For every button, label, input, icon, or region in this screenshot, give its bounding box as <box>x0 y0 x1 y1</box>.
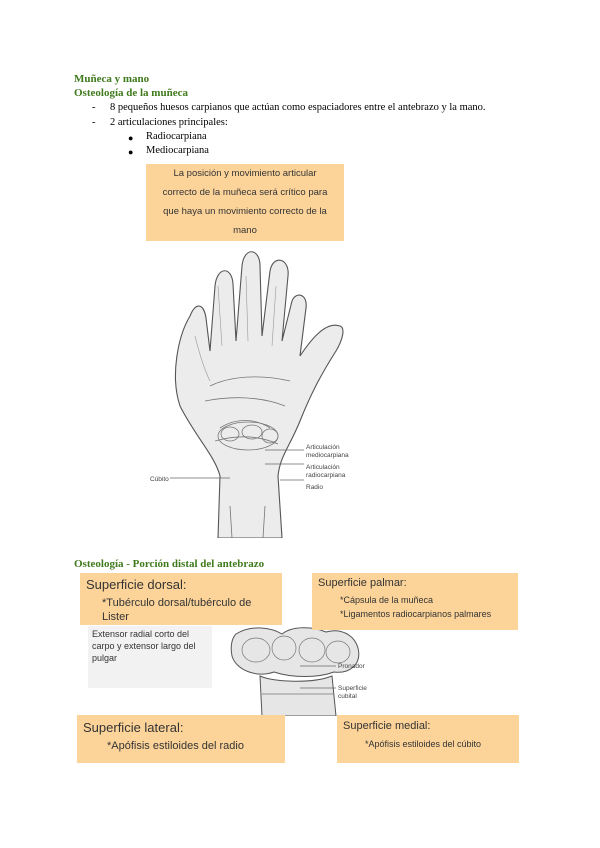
figure1-leaders <box>170 440 310 500</box>
extensor-note <box>88 626 212 688</box>
sub-bullet-midcarpal: Mediocarpiana <box>146 145 209 156</box>
medial-item: *Apófisis estiloides del cúbito <box>365 739 482 749</box>
label-pronator: Pronador <box>338 663 365 670</box>
label-line: Articulación <box>306 464 340 471</box>
dash-marker: - <box>92 117 96 128</box>
bullet-joints: 2 articulaciones principales: <box>110 117 228 128</box>
subsection-title: Osteología de la muñeca <box>74 87 188 99</box>
bullet-dot: ● <box>128 133 134 143</box>
dorsal-item: *Tubérculo dorsal/tubérculo de <box>102 597 252 609</box>
lateral-item: *Apófisis estiloides del radio <box>107 740 244 752</box>
extensor-line: carpo y extensor largo del <box>92 641 196 651</box>
dorsal-title: Superficie dorsal: <box>86 577 187 592</box>
label-line: Articulación <box>306 444 340 451</box>
lateral-title: Superficie lateral: <box>83 720 184 735</box>
note-dorsal <box>80 573 282 625</box>
extensor-line: pulgar <box>92 653 118 663</box>
extensor-line: Extensor radial corto del <box>92 629 190 639</box>
label-ulna: Cúbito <box>150 476 169 483</box>
note-palmar <box>312 573 518 630</box>
medial-title: Superficie medial: <box>343 720 431 732</box>
note-line: correcto de la muñeca será crítico para <box>162 187 328 198</box>
label-line: cubital <box>338 693 357 700</box>
dash-marker: - <box>92 102 96 113</box>
subsection-title-distal: Osteología - Porción distal del antebrazo <box>74 558 265 570</box>
label-line: mediocarpiana <box>306 452 349 459</box>
label-radiocarpal <box>306 464 345 480</box>
label-radius: Radio <box>306 484 323 491</box>
dorsal-item: Lister <box>102 611 129 623</box>
note-line: que haya un movimiento correcto de la <box>163 206 327 217</box>
note-position <box>146 164 344 241</box>
label-surface <box>338 685 367 701</box>
bullet-carpal-bones: 8 pequeños huesos carpianos que actúan como espaciadores entre el antebrazo y la mano. <box>110 102 486 113</box>
label-midcarpal <box>306 444 349 460</box>
note-lateral <box>77 715 285 763</box>
section-title: Muñeca y mano <box>74 73 150 85</box>
sub-bullet-radiocarpal: Radiocarpiana <box>146 131 207 142</box>
note-line: La posición y movimiento articular <box>173 168 317 179</box>
note-medial <box>337 715 519 763</box>
label-line: Superficie <box>338 685 367 692</box>
palmar-item: *Cápsula de la muñeca <box>340 595 434 605</box>
label-line: radiocarpiana <box>306 472 346 479</box>
palmar-title: Superficie palmar: <box>318 577 407 589</box>
note-line: mano <box>233 225 257 236</box>
palmar-item: *Ligamentos radiocarpianos palmares <box>340 609 492 619</box>
bullet-dot: ● <box>128 147 134 157</box>
